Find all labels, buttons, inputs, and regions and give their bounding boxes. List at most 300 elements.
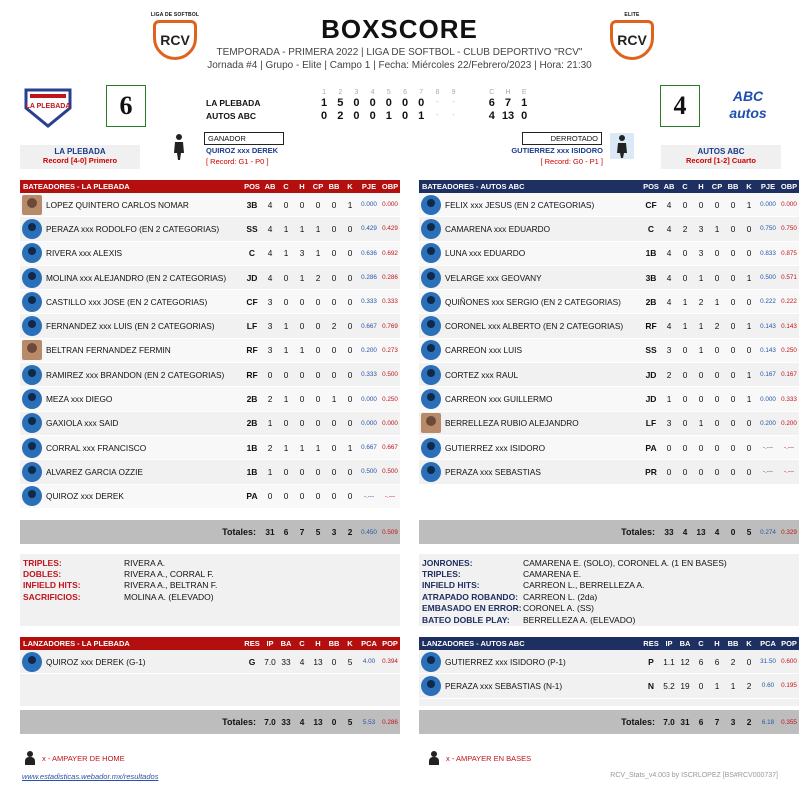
player-position: 3B [645,272,657,283]
stat-cell: 4 [267,248,273,259]
stat-cell: 0 [730,199,736,210]
stat-cell: 0 [698,199,704,210]
stat-cell: 1 [698,345,704,356]
stat-cell: 1 [283,394,289,405]
player-position: 1B [246,466,258,477]
page-title: BOXSCORE [321,14,478,44]
total-cell: 7 [299,527,305,537]
stat-cell: 1 [746,321,752,332]
obp-cell: 0.333 [382,298,398,306]
pca-cell: 0.60 [761,682,775,690]
stat-cell: 0 [331,656,337,667]
stat-cell: 0 [267,369,273,380]
player-name: PERAZA xxx RODOLFO (EN 2 CATEGORIAS) [46,223,220,234]
stat-cell: 0 [698,369,704,380]
column-header: POP [382,639,398,648]
league-logo-right: ELITE RCV [607,12,657,60]
column-header: BB [328,639,340,648]
stat-cell: 0 [714,418,720,429]
pitcher-name: QUIROZ xxx DEREK (G-1) [46,656,146,667]
stat-cell: 0 [331,466,337,477]
stat-cell: 0 [347,418,353,429]
pitcher-result: P [648,656,654,667]
obp-cell: 0.692 [382,249,398,257]
table-row [419,436,799,460]
table-row [419,650,799,674]
stat-cell: 4 [666,296,672,307]
away-team-card: AUTOS ABC Record [1-2] Cuarto [661,145,781,169]
pje-cell: -.--- [762,444,774,452]
note-label: INFIELD HITS: [422,580,480,591]
pje-cell: 0.667 [361,322,377,330]
player-position: RF [246,369,258,380]
obp-cell: 0.273 [382,346,398,354]
total-cell: 31 [265,527,275,537]
game-info-line: Jornada #4 | Grupo - Elite | Campo 1 | Fecha: Miércoles 22/Febrero/2023 | Hora: 21:30 [207,60,592,71]
player-photo [22,195,42,215]
note-row [419,603,799,614]
away-batting-rows [419,193,799,485]
stat-cell: 0 [682,394,688,405]
note-label: TRIPLES: [23,557,62,568]
umpire-icon [428,751,440,765]
version-text: RCV_Stats_v4.003 by ISCRLOPEZ [BS#RCV000737] [610,772,778,779]
pitcher-name: GUTIERREZ xxx ISIDORO (P-1) [445,656,566,667]
stat-cell: 0 [714,394,720,405]
note-value: CAMARENA E. (SOLO), CORONEL A. (1 EN BASES) [523,557,727,568]
column-header: C [299,639,305,648]
note-row [419,580,799,591]
pje-cell: 0.500 [760,274,776,282]
table-row [20,242,400,266]
stat-cell: 4 [267,272,273,283]
player-avatar-icon [421,195,441,215]
stat-cell: 1 [682,321,688,332]
stat-cell: 4 [666,199,672,210]
total-cell: 5 [746,527,752,537]
stat-cell: 0 [331,272,337,283]
stat-cell: 1 [267,418,273,429]
stat-cell: 0 [347,296,353,307]
stat-cell: 0 [682,272,688,283]
rhe-value: 0 [521,110,528,122]
stat-cell: 3 [666,345,672,356]
table-row [20,290,400,314]
stat-cell: 1 [698,321,704,332]
stat-cell: 0 [746,223,752,234]
stat-cell: 0 [315,345,321,356]
column-header: PCA [760,639,776,648]
stat-cell: 0 [698,442,704,453]
pje-cell: 0.286 [361,274,377,282]
player-avatar-icon [421,219,441,239]
pje-cell: 0.200 [361,346,377,354]
player-name: CORTEZ xxx RAUL [445,369,519,380]
player-name: QUIÑONES xxx SERGIO (EN 2 CATEGORIAS) [445,296,621,307]
stat-cell: 0 [299,466,305,477]
stat-cell: 3 [299,248,305,259]
note-row [20,557,400,568]
player-avatar-icon [421,365,441,385]
stat-cell: 1 [698,272,704,283]
player-name: CORRAL xxx FRANCISCO [46,442,147,453]
total-avg: 0.450 [361,528,377,536]
stat-cell: 0 [299,394,305,405]
total-avg: 6.18 [761,718,775,726]
season-line: TEMPORADA - PRIMERA 2022 | LIGA DE SOFTBOL - CLUB DEPORTIVO "RCV" [216,47,583,58]
player-avatar-icon [22,219,42,239]
stat-cell: 1 [299,272,305,283]
player-name: QUIROZ xxx DEREK [46,491,124,502]
stat-cell: 1 [666,394,672,405]
player-name: RAMIREZ xxx BRANDON (EN 2 CATEGORIAS) [46,369,225,380]
stat-cell: 0 [746,656,752,667]
total-cell: 33 [664,527,674,537]
inning-runs: - [452,97,455,106]
stat-cell: 0 [331,369,337,380]
stat-cell: 1 [283,321,289,332]
player-avatar-icon [22,365,42,385]
loser-label-box: DERROTADO [522,132,602,145]
rhe-header: H [505,88,511,96]
stat-cell: 2 [315,272,321,283]
inning-runs: 0 [418,97,425,109]
player-position: 2B [645,296,657,307]
total-cell: 4 [682,527,688,537]
stat-cell: 0 [666,466,672,477]
stat-cell: 0 [730,442,736,453]
stat-cell: 6 [714,656,720,667]
stat-cell: 0 [714,442,720,453]
player-avatar-icon [22,438,42,458]
player-avatar-icon [421,316,441,336]
obp-cell: 0.143 [781,322,797,330]
player-avatar-icon [22,316,42,336]
column-header: CP [312,182,324,191]
table-row [20,436,400,460]
total-avg: 5.53 [362,718,376,726]
total-cell: 33 [281,717,291,727]
stat-cell: 0 [299,491,305,502]
note-label: SACRIFICIOS: [23,591,81,602]
pje-cell: 0.429 [361,225,377,233]
obp-cell: 0.333 [781,395,797,403]
pje-cell: 0.222 [760,298,776,306]
player-avatar-icon [22,268,42,288]
player-name: FERNANDEZ xxx LUIS (EN 2 CATEGORIAS) [46,321,215,332]
player-avatar-icon [22,462,42,482]
inning-header: 7 [419,88,424,96]
player-position: SS [246,223,258,234]
pitcher-icon [172,133,186,161]
table-row [20,485,400,509]
total-cell: 2 [347,527,353,537]
stat-cell: 0 [730,248,736,259]
stat-cell: 3 [267,321,273,332]
player-avatar-icon [421,462,441,482]
total-avg: 0.286 [382,718,398,726]
stat-cell: 0 [331,418,337,429]
winner-label-box: GANADOR [204,132,284,145]
table-row [419,193,799,217]
table-row [20,460,400,484]
inning-header: 1 [322,88,327,96]
column-header: BA [679,639,691,648]
player-position: RF [645,321,657,332]
stat-cell: 0 [714,345,720,356]
column-header: C [698,639,704,648]
stat-cell: 0 [746,345,752,356]
note-value: RIVERA A. [124,557,166,568]
table-row [20,363,400,387]
stat-cell: 2 [331,321,337,332]
stat-cell: 0 [315,394,321,405]
obp-cell: 0.000 [781,201,797,209]
rhe-header: C [489,88,495,96]
stat-cell: 0 [730,272,736,283]
stat-cell: 0 [714,466,720,477]
stat-cell: 1 [299,345,305,356]
player-avatar-icon [22,652,42,672]
home-pitching-panel [20,637,400,706]
stat-cell: 0 [730,466,736,477]
obp-cell: 0.571 [781,274,797,282]
stat-cell: 4 [666,248,672,259]
stat-cell: 1 [299,223,305,234]
stat-cell: 0 [299,296,305,307]
stat-cell: 1 [331,394,337,405]
column-header: K [347,639,353,648]
column-header: POS [244,182,260,191]
player-avatar-icon [22,389,42,409]
stat-cell: 0 [347,466,353,477]
column-header: H [714,639,720,648]
stat-cell: 0 [283,296,289,307]
stat-cell: 0 [682,248,688,259]
home-batting-rows [20,193,400,509]
away-notes [419,554,799,626]
pop-cell: 0.600 [781,658,797,666]
note-value: CORONEL A. (SS) [523,603,595,614]
pje-cell: 0.833 [760,249,776,257]
stat-cell: 0 [331,442,337,453]
total-cell: 0 [730,527,736,537]
stat-cell: 0 [347,394,353,405]
inning-runs: 0 [369,110,376,122]
stat-cell: 0 [315,296,321,307]
linescore-home-row: LA PLEBADA 1 5 0 0 0 0 0 - - 6 7 1 [206,97,532,109]
stat-cell: 1 [283,442,289,453]
stat-cell: 2 [746,680,752,691]
stat-cell: 0 [682,418,688,429]
stat-cell: 0 [283,491,289,502]
stat-cell: 0 [730,345,736,356]
player-name: MEZA xxx DIEGO [46,394,113,405]
stat-cell: 1 [746,369,752,380]
stat-cell: 0 [347,223,353,234]
away-score: 4 [660,85,700,127]
rcv-shield-icon: RCV [153,20,197,60]
stat-cell: 1 [283,223,289,234]
column-header: BA [280,639,292,648]
stat-cell: 0 [299,418,305,429]
inning-header: 9 [451,88,456,96]
player-position: 1B [645,248,657,259]
player-avatar-icon [421,243,441,263]
umpire-icon [24,751,36,765]
note-value: BERRELLEZA A. (ELEVADO) [523,614,636,625]
stat-cell: 0 [746,248,752,259]
player-position: 3B [246,199,258,210]
column-header: POP [781,639,797,648]
inning-runs: - [452,110,455,119]
stat-cell: 0 [730,296,736,307]
table-row [20,193,400,217]
stat-cell: 1 [714,296,720,307]
away-pitching-header: LANZADORES - AUTOS ABC RES IP BA C H BB K PCA POP [419,637,799,650]
pitcher-result: N [647,680,655,691]
table-row [419,412,799,436]
stat-cell: 0 [299,369,305,380]
linescore-away-row: AUTOS ABC 0 2 0 0 1 0 1 - - 4 13 0 [206,110,532,122]
note-label: INFIELD HITS: [23,580,81,591]
table-row [20,650,400,674]
stat-cell: 0 [315,491,321,502]
stat-cell: 3 [267,296,273,307]
player-name: GAXIOLA xxx SAID [46,418,119,429]
inning-header: 3 [354,88,359,96]
total-cell: 4 [299,717,305,727]
inning-runs: 0 [321,110,328,122]
column-header: OBP [780,182,798,191]
total-avg: 0.509 [382,528,398,536]
stat-cell: 0 [347,491,353,502]
note-value: RIVERA A., CORRAL F. [124,569,214,580]
player-name: CORONEL xxx ALBERTO (EN 2 CATEGORIAS) [445,321,624,332]
player-position: LF [246,321,258,332]
stat-cell: 0 [347,369,353,380]
stat-cell: 1 [698,418,704,429]
total-cell: 3 [730,717,736,727]
stat-cell: 0 [714,272,720,283]
stat-cell: 4 [267,199,273,210]
column-header: K [347,182,353,191]
pje-cell: 0.500 [361,468,377,476]
results-link[interactable]: www.estadisticas.webador.mx/resultados [22,772,159,781]
total-avg: 0.329 [781,528,797,536]
home-pitching-header: LANZADORES - LA PLEBADA RES IP BA C H BB K PCA POP [20,637,400,650]
pje-cell: 0.000 [361,201,377,209]
winning-pitcher-record: [ Record: G1 - P0 ] [206,157,269,166]
pje-cell: 0.750 [760,225,776,233]
player-position: JD [246,272,258,283]
stat-cell: 2 [267,442,273,453]
linescore [206,86,606,122]
home-umpire: x - AMPAYER DE HOME [24,751,125,765]
stat-cell: 2 [730,656,736,667]
home-team-card: LA PLEBADA Record [4-0] Primero [20,145,140,169]
inning-runs: - [436,110,439,119]
player-position: PA [246,491,258,502]
stat-cell: 2 [267,394,273,405]
column-header: H [698,182,704,191]
table-row [419,339,799,363]
stat-cell: 1 [315,223,321,234]
obp-cell: 0.286 [382,274,398,282]
player-avatar-icon [421,389,441,409]
table-row [419,242,799,266]
stat-cell: 0 [698,466,704,477]
stat-cell: 0 [331,248,337,259]
away-pitching-totals: Totales: 7.0 31 6 7 3 2 6.18 0.355 [419,710,799,734]
stat-cell: 7.0 [264,656,276,667]
stat-cell: 0 [730,223,736,234]
away-pitching-panel [419,637,799,706]
stat-cell: 3 [698,223,704,234]
stat-cell: 1 [746,199,752,210]
obp-cell: 0.222 [781,298,797,306]
note-row [20,591,400,602]
stat-cell: 0 [331,491,337,502]
rcv-shield-icon: RCV [610,20,654,60]
inning-runs: 5 [337,97,344,109]
stat-cell: 1 [714,223,720,234]
player-name: RIVERA xxx ALEXIS [46,248,123,259]
player-name: PERAZA xxx SEBASTIAS [445,466,541,477]
player-avatar-icon [421,340,441,360]
player-position: 2B [246,394,258,405]
pitcher-name: PERAZA xxx SEBASTIAS (N-1) [445,680,563,691]
pje-cell: 0.143 [760,322,776,330]
player-position: 1B [246,442,258,453]
inning-header: 4 [370,88,375,96]
stat-cell: 2 [714,321,720,332]
stat-cell: 3 [666,418,672,429]
column-header: H [315,639,321,648]
stat-cell: 3 [698,248,704,259]
table-row [20,339,400,363]
total-cell: 13 [313,717,323,727]
stat-cell: 0 [331,345,337,356]
pje-cell: 0.000 [760,395,776,403]
inning-header: 8 [435,88,440,96]
stat-cell: 1 [347,199,353,210]
obp-cell: 0.667 [382,444,398,452]
inning-runs: 0 [353,97,360,109]
inning-runs: 1 [385,110,392,122]
column-header: C [283,182,289,191]
away-batting-panel [419,180,799,485]
total-avg: 0.274 [760,528,776,536]
stat-cell: 0 [347,248,353,259]
obp-cell: -.--- [384,492,396,500]
player-position: PA [645,442,657,453]
table-row [419,217,799,241]
rhe-value: 4 [488,110,495,122]
player-name: CAMARENA xxx EDUARDO [445,223,551,234]
league-logo-left: LIGA DE SOFTBOL RCV [150,12,200,60]
stat-cell: 0 [315,466,321,477]
column-header: C [682,182,688,191]
pje-cell: -.--- [363,492,375,500]
rhe-value: 7 [504,97,512,109]
stat-cell: 0 [682,442,688,453]
stat-cell: 0 [746,418,752,429]
stat-cell: 0 [698,394,704,405]
stat-cell: 6 [698,656,704,667]
obp-cell: 0.500 [382,371,398,379]
stat-cell: 0 [283,369,289,380]
